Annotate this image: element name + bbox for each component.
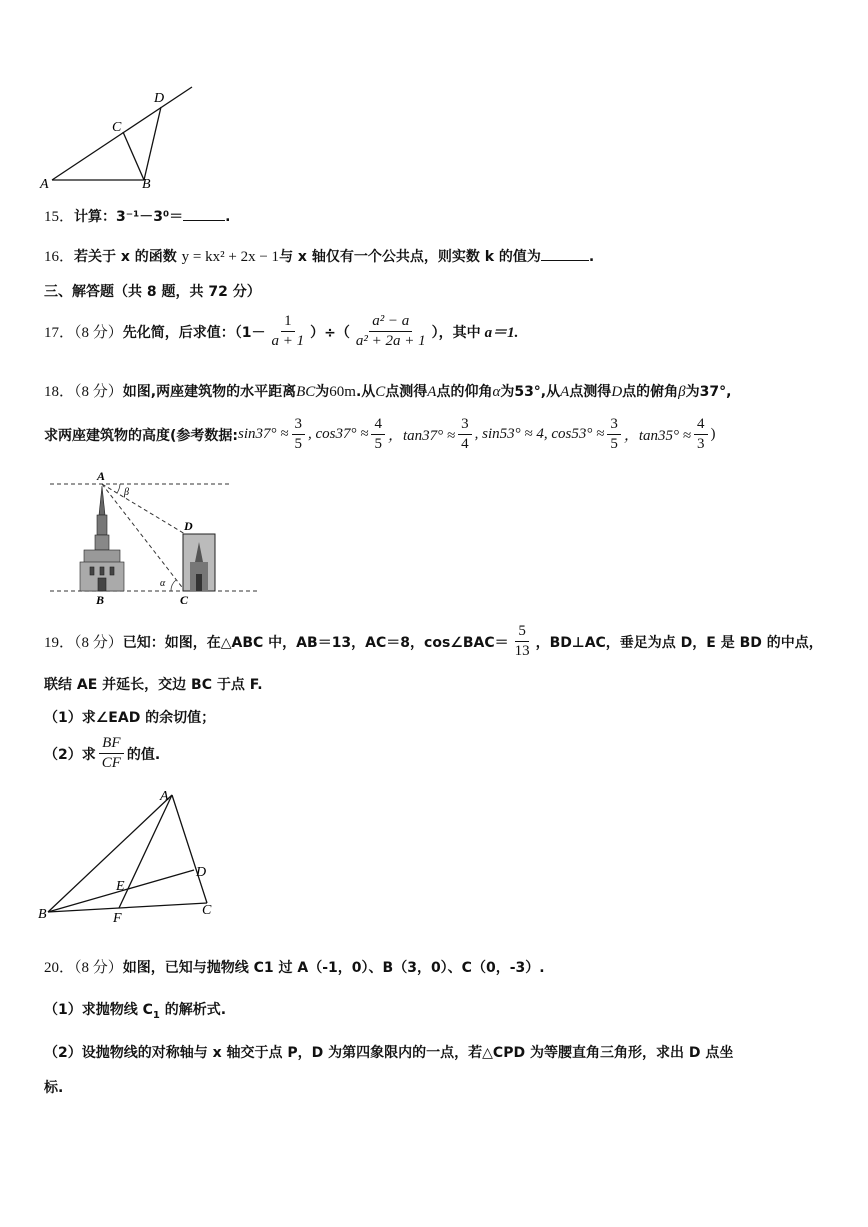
segment-AF bbox=[119, 795, 172, 908]
question-20-part-2: （2）设抛物线的对称轴与 x 轴交于点 P，D 为第四象限内的一点，若△CPD 为等腰直角三角形，求出 D 点坐 bbox=[44, 1045, 734, 1061]
question-20-part-2-cont: 标. bbox=[44, 1080, 64, 1096]
question-18-line-2: 求两座建筑物的高度(参考数据: sin37° ≈ $\frac{3}{5}$ , cos37° ≈ $\frac{4}{5}$ ，tan37° ≈ $\frac{3}{4}$ , sin53° ≈ 4, cos53° ≈ $\frac{3}{5}$ ，tan35° ≈ $\frac{4}{3}$ ) bbox=[44, 416, 716, 452]
question-20-part-1: （1）求抛物线 $C_1$ 的解析式. bbox=[44, 1002, 227, 1021]
label-C: C bbox=[202, 903, 212, 918]
label-C: C bbox=[112, 120, 122, 135]
answer-blank-15[interactable] bbox=[183, 206, 225, 221]
question-19-part-1: （1）求∠EAD 的余切值； bbox=[44, 710, 216, 726]
small-building-icon bbox=[183, 534, 215, 591]
label-beta: β bbox=[124, 487, 129, 498]
label-A: A bbox=[97, 470, 106, 483]
angle-alpha-arc bbox=[171, 580, 176, 591]
fraction-1-over-a-plus-1: $\frac{1}{a + 1}$ bbox=[271, 313, 305, 349]
question-18-line-1: 18．（8 分）如图,两座建筑物的水平距离BC为60m.从C点测得A点的仰角α为53°,从A点测得D点的俯角β为37°, bbox=[44, 384, 732, 400]
label-C: C bbox=[180, 593, 189, 605]
answer-blank-16[interactable] bbox=[541, 246, 589, 261]
label-B: B bbox=[142, 177, 151, 192]
label-B: B bbox=[96, 593, 105, 605]
question-16: 16．若关于 x 的函数 y = kx² + 2x − 1与 x 轴仅有一个公共点，则实数 k 的值为 . bbox=[44, 245, 594, 266]
question-19-part-2: （2）求 $\frac{BF}{CF}$ 的值. bbox=[44, 735, 161, 771]
label-D: D bbox=[154, 91, 165, 106]
sight-line-AD bbox=[102, 484, 185, 534]
label-A: A bbox=[160, 789, 169, 804]
tower-building-icon bbox=[80, 486, 124, 591]
question-15: 15．计算：3⁻¹－3⁰＝ . bbox=[44, 205, 230, 226]
segment-CB bbox=[123, 132, 144, 180]
label-E: E bbox=[116, 879, 125, 894]
label-F: F bbox=[113, 911, 122, 926]
triangle-figure-19 bbox=[36, 786, 226, 926]
label-D: D bbox=[196, 865, 207, 880]
label-D: D bbox=[184, 519, 193, 533]
buildings-figure bbox=[50, 470, 260, 605]
line-AD-extended bbox=[52, 87, 192, 180]
segment-BC bbox=[48, 903, 207, 912]
angle-beta-arc bbox=[117, 484, 120, 493]
segment-AC bbox=[172, 795, 207, 903]
question-19-line-2: 联结 AE 并延长，交边 BC 于点 F. bbox=[44, 677, 263, 693]
question-20-line-1: 20．（8 分）如图，已知与抛物线 C1 过 A（-1，0）、B（3，0）、C（0，-3）. bbox=[44, 960, 545, 976]
fraction-a2-minus-a: $\frac{\text{a² − a}}{\text{a² + 2a + 1}}$ bbox=[355, 313, 426, 349]
question-17: 17．（8 分） 先化简，后求值：（1－ $\frac{1}{a + 1}$ ）÷（ $\frac{\text{a² − a}}{\text{a² + 2a + 1}}$ ），其中 a＝1. bbox=[44, 313, 519, 349]
label-A: A bbox=[40, 177, 49, 192]
question-19-line-1: 19．（8 分） 已知：如图，在△ABC 中，AB＝13，AC＝8，cos∠BAC＝ $\frac{5}{13}$ ，BD⊥AC，垂足为点 D，E 是 BD 的中点， bbox=[44, 623, 823, 659]
label-B: B bbox=[38, 907, 47, 922]
section-3-title: 三、解答题（共 8 题，共 72 分） bbox=[44, 284, 261, 300]
label-alpha: α bbox=[160, 578, 166, 589]
top-geometry-figure bbox=[30, 80, 210, 195]
